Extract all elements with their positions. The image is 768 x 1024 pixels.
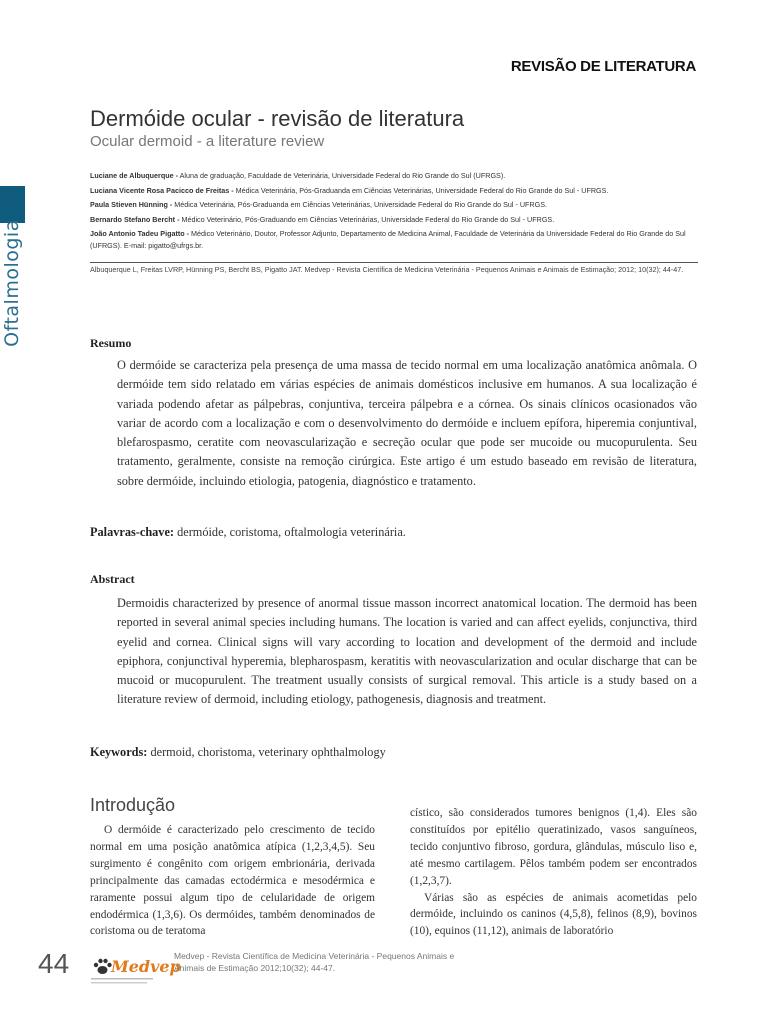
abstract-keywords bbox=[90, 745, 700, 760]
introduction-column-left bbox=[90, 822, 375, 940]
author-entry bbox=[90, 214, 698, 225]
author-name: Luciane de Albuquerque - bbox=[90, 171, 178, 180]
section-tag: REVISÃO DE LITERATURA bbox=[510, 58, 696, 75]
author-name: Paula Stieven Hünning - bbox=[90, 200, 173, 210]
page-number: 44 bbox=[38, 948, 70, 979]
author-affiliation: Médico Veterinário, Pós-Graduando em Ciências Veterinárias, Universidade Federal do Rio Grande do Sul - UFRGS. bbox=[179, 214, 555, 224]
author-affiliation: Médica Veterinária, Pós-Graduanda em Ciências Veterinárias, Universidade Federal do Rio Grande do Sul - UFRGS. bbox=[172, 200, 548, 210]
introduction-heading: Introdução bbox=[90, 795, 176, 815]
abstract-text: Dermoidis characterized by presence of anormal tissue masson incorrect anatomical location. The dermoid has been reported in several animal species including humans. The location is varied and can affect eyelids, conjunctiva, third eyelid and cornea. Clinical signs will vary according to location and development of the dermoid and include epiphora, conjunctival hyperemia, blepharospasm, keratitis with neovascularization and ocular discharge that can be mucoid or mucopurulent. The treatment usually consists of surgical removal. This article is a study based on a literature review of dermoid, including etiology, pathogenesis, diagnosis and treatment. bbox=[117, 596, 697, 707]
footer-journal-info: Medvep - Revista Científica de Medicina Veterinária - Pequenos Animais e Animais de Estimação 2012;10(32); 44-47. bbox=[174, 951, 455, 973]
keywords-label: Palavras-chave: bbox=[90, 525, 175, 539]
author-entry bbox=[90, 228, 698, 250]
article-title: Dermóide ocular - revisão de literatura bbox=[90, 106, 465, 131]
keywords-values: dermoid, choristoma, veterinary ophthalmology bbox=[147, 745, 386, 759]
resumo-text: O dermóide se caracteriza pela presença de uma massa de tecido normal em uma localização anatômica anômala. O dermóide tem sido relatado em várias espécies de animais domésticos inclusive em humanos. A sua localização é variada podendo afetar as pálpebras, conjuntiva, terceira pálpebra e a córnea. Os sinais clínicos ocasionados vão variar de acordo com a localização e com o desenvolvimento do dermóide e incluem epífora, hiperemia conjuntival, blefarospasmo, ceratite com neovascularização e secreção ocular que pode ser mucoide ou mucopurulenta. Seu tratamento, geralmente, consiste na remoção cirúrgica. Este artigo é um estudo baseado em revisão de literatura, sobre dermóide, incluindo etiologia, patogenia, diagnóstico e tratamento. bbox=[117, 358, 697, 488]
author-entry bbox=[90, 185, 698, 196]
resumo-keywords bbox=[90, 525, 700, 540]
author-affiliation: Médica Veterinária, Pós-Graduanda em Ciências Veterinárias, Universidade Federal do Rio Grande do Sul - UFRGS. bbox=[233, 185, 609, 195]
paragraph: Várias são as espécies de animais acometidas pelo dermóide, incluindo os caninos (4,5,8), felinos (8,9), bovinos (10), equinos (11,12), animais de laboratório bbox=[410, 891, 697, 938]
section-side-label: Oftalmologia bbox=[1, 219, 23, 347]
paragraph: cístico, são considerados tumores benignos (1,4). Eles são constituídos por epitélio queratinizado, vasos sanguíneos, tecido conjuntivo fibroso, gordura, glândulas, músculo liso e, até mesmo cartilagem. Pêlos também podem ser encontrados (1,2,3,7). bbox=[410, 807, 697, 887]
author-list bbox=[90, 170, 698, 254]
abstract-heading: Abstract bbox=[90, 572, 135, 586]
paragraph: O dermóide é caracterizado pelo crescimento de tecido normal em uma posição anatômica atípica (1,2,3,4,5). Seu surgimento é congênito com origem embrionária, derivada principalmente das camadas ectodérmica e mesodérmica e raramente possui algum tipo de celularidade de origem endodérmica (1,3,6). Os dermóides, também denominados de coristoma ou de teratoma bbox=[90, 824, 375, 938]
citation: Albuquerque L, Freitas LVRP, Hünning PS, Bercht BS, Pigatto JAT. Medvep - Revista Científica de Medicina Veterinária - Pequenos Animais e Animais de Estimação; 2012; 10(32); 44-47. bbox=[90, 262, 698, 276]
introduction-column-right bbox=[410, 805, 697, 940]
author-affiliation: Aluna de graduação, Faculdade de Veterinária, Universidade Federal do Rio Grande do Sul (UFRGS). bbox=[178, 171, 506, 180]
resumo-heading: Resumo bbox=[90, 336, 132, 350]
article-subtitle: Ocular dermoid - a literature review bbox=[90, 133, 325, 150]
keywords-label: Keywords: bbox=[90, 745, 148, 759]
author-affiliation: Médico Veterinário, Doutor, Professor Adjunto, Departamento de Medicina Animal, Faculdade de Veterinária da Universidade Federal do Rio Grande do Sul (UFRGS). E-mail: pigatto@ufrgs.br. bbox=[90, 229, 686, 250]
author-name: João Antonio Tadeu Pigatto - bbox=[90, 229, 190, 239]
author-name: Bernardo Stefano Bercht - bbox=[90, 214, 180, 224]
author-name: Luciana Vicente Rosa Pacicco de Freitas - bbox=[90, 185, 234, 195]
logo-wordmark: Medvep bbox=[111, 957, 181, 976]
medvep-logo bbox=[88, 950, 181, 990]
author-entry bbox=[90, 170, 698, 181]
author-entry bbox=[90, 199, 698, 210]
keywords-values: dermóide, coristoma, oftalmologia veterinária. bbox=[174, 525, 406, 539]
